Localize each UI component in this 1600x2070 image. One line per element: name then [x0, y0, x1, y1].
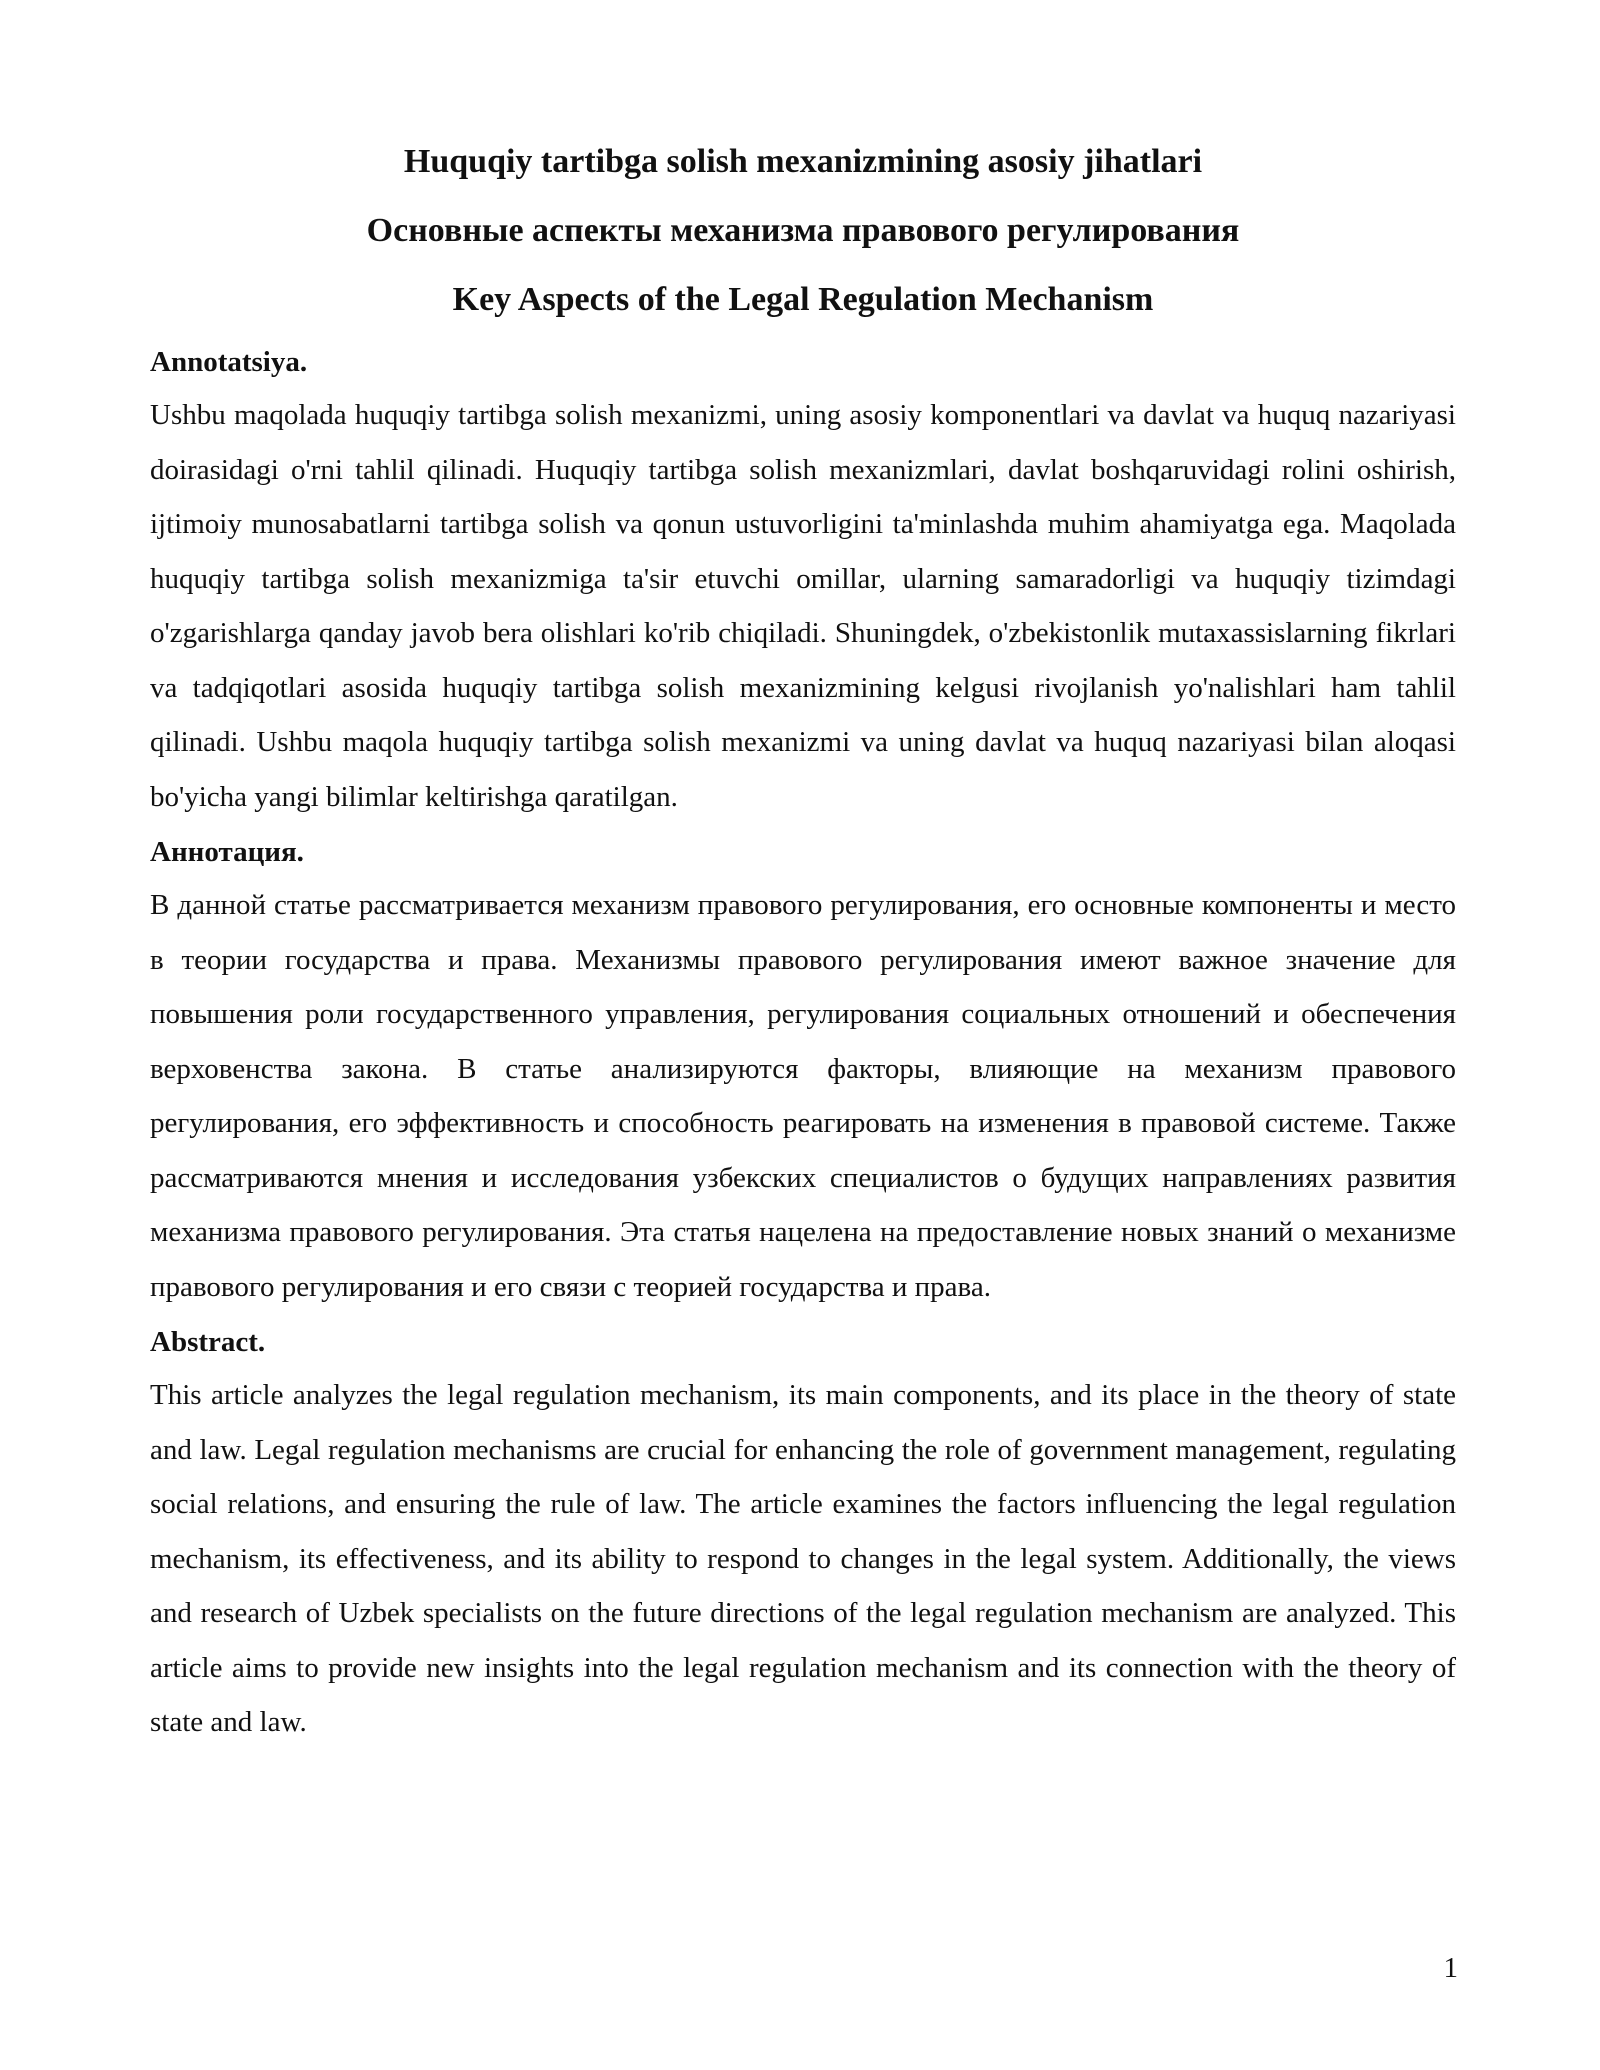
abstract-english-text: This article analyzes the legal regulation mechanism, its main components, and its place in the theory of state and law. Legal regulation mechanisms are crucial for enhancing the role of government management, regulating social relations, and ensuring the rule of law. The article examines the factors influencing the legal regulation mechanism, its effectiveness, and its ability to respond to changes in the legal system. Additionally, the views and research of Uzbek specialists on the future directions of the legal regulation mechanism are analyzed. This article aims to provide new insights into the legal regulation mechanism and its connection with the theory of state and law. [150, 1379, 1456, 1738]
title-english: Key Aspects of the Legal Regulation Mechanism [452, 281, 1154, 318]
abstract-english-section [150, 1322, 1456, 1750]
title-uzbek: Huquqiy tartibga solish mexanizmining asosiy jihatlari [403, 143, 1203, 180]
abstract-uzbek-section [150, 342, 1456, 824]
abstract-uzbek-text: Ushbu maqolada huquqiy tartibga solish mexanizmi, uning asosiy komponentlari va davlat va huquq nazariyasi doirasidagi o'rni tahlil qilinadi. Huquqiy tartibga solish mexanizmlari, davlat boshqaruvidagi rolini oshirish, ijtimoiy munosabatlarni tartibga solish va qonun ustuvorligini ta'minlashda muhim ahamiyatga ega. Maqolada huquqiy tartibga solish mexanizmiga ta'sir etuvchi omillar, ularning samaradorligi va huquqiy tizimdagi o'zgarishlarga qanday javob bera olishlari ko'rib chiqiladi. Shuningdek, o'zbekistonlik mutaxassislarning fikrlari va tadqiqotlari asosida huquqiy tartibga solish mexanizmining kelgusi rivojlanish yo'nalishlari ham tahlil qilinadi. Ushbu maqola huquqiy tartibga solish mexanizmi va uning davlat va huquq nazariyasi bilan aloqasi bo'yicha yangi bilimlar keltirishga qaratilgan. [150, 399, 1456, 813]
abstract-russian-section [150, 832, 1456, 1314]
page-number: 1 [1443, 1952, 1458, 1984]
abstract-english-heading: Abstract. [150, 1326, 266, 1358]
title-russian: Основные аспекты механизма правового регулирования [366, 212, 1240, 249]
abstract-uzbek-heading: Annotatsiya. [150, 346, 308, 378]
abstract-russian-heading: Аннотация. [150, 836, 304, 868]
page-content [150, 140, 1456, 1758]
abstract-russian-text: В данной статье рассматривается механизм правового регулирования, его основные компоненты и место в теории государства и права. Механизмы правового регулирования имеют важное значение для повышения роли государственного управления, регулирования социальных отношений и обеспечения верховенства закона. В статье анализируются факторы, влияющие на механизм правового регулирования, его эффективность и способность реагировать на изменения в правовой системе. Также рассматриваются мнения и исследования узбекских специалистов о будущих направлениях развития механизма правового регулирования. Эта статья нацелена на предоставление новых знаний о механизме правового регулирования и его связи с теорией государства и права. [150, 889, 1456, 1303]
